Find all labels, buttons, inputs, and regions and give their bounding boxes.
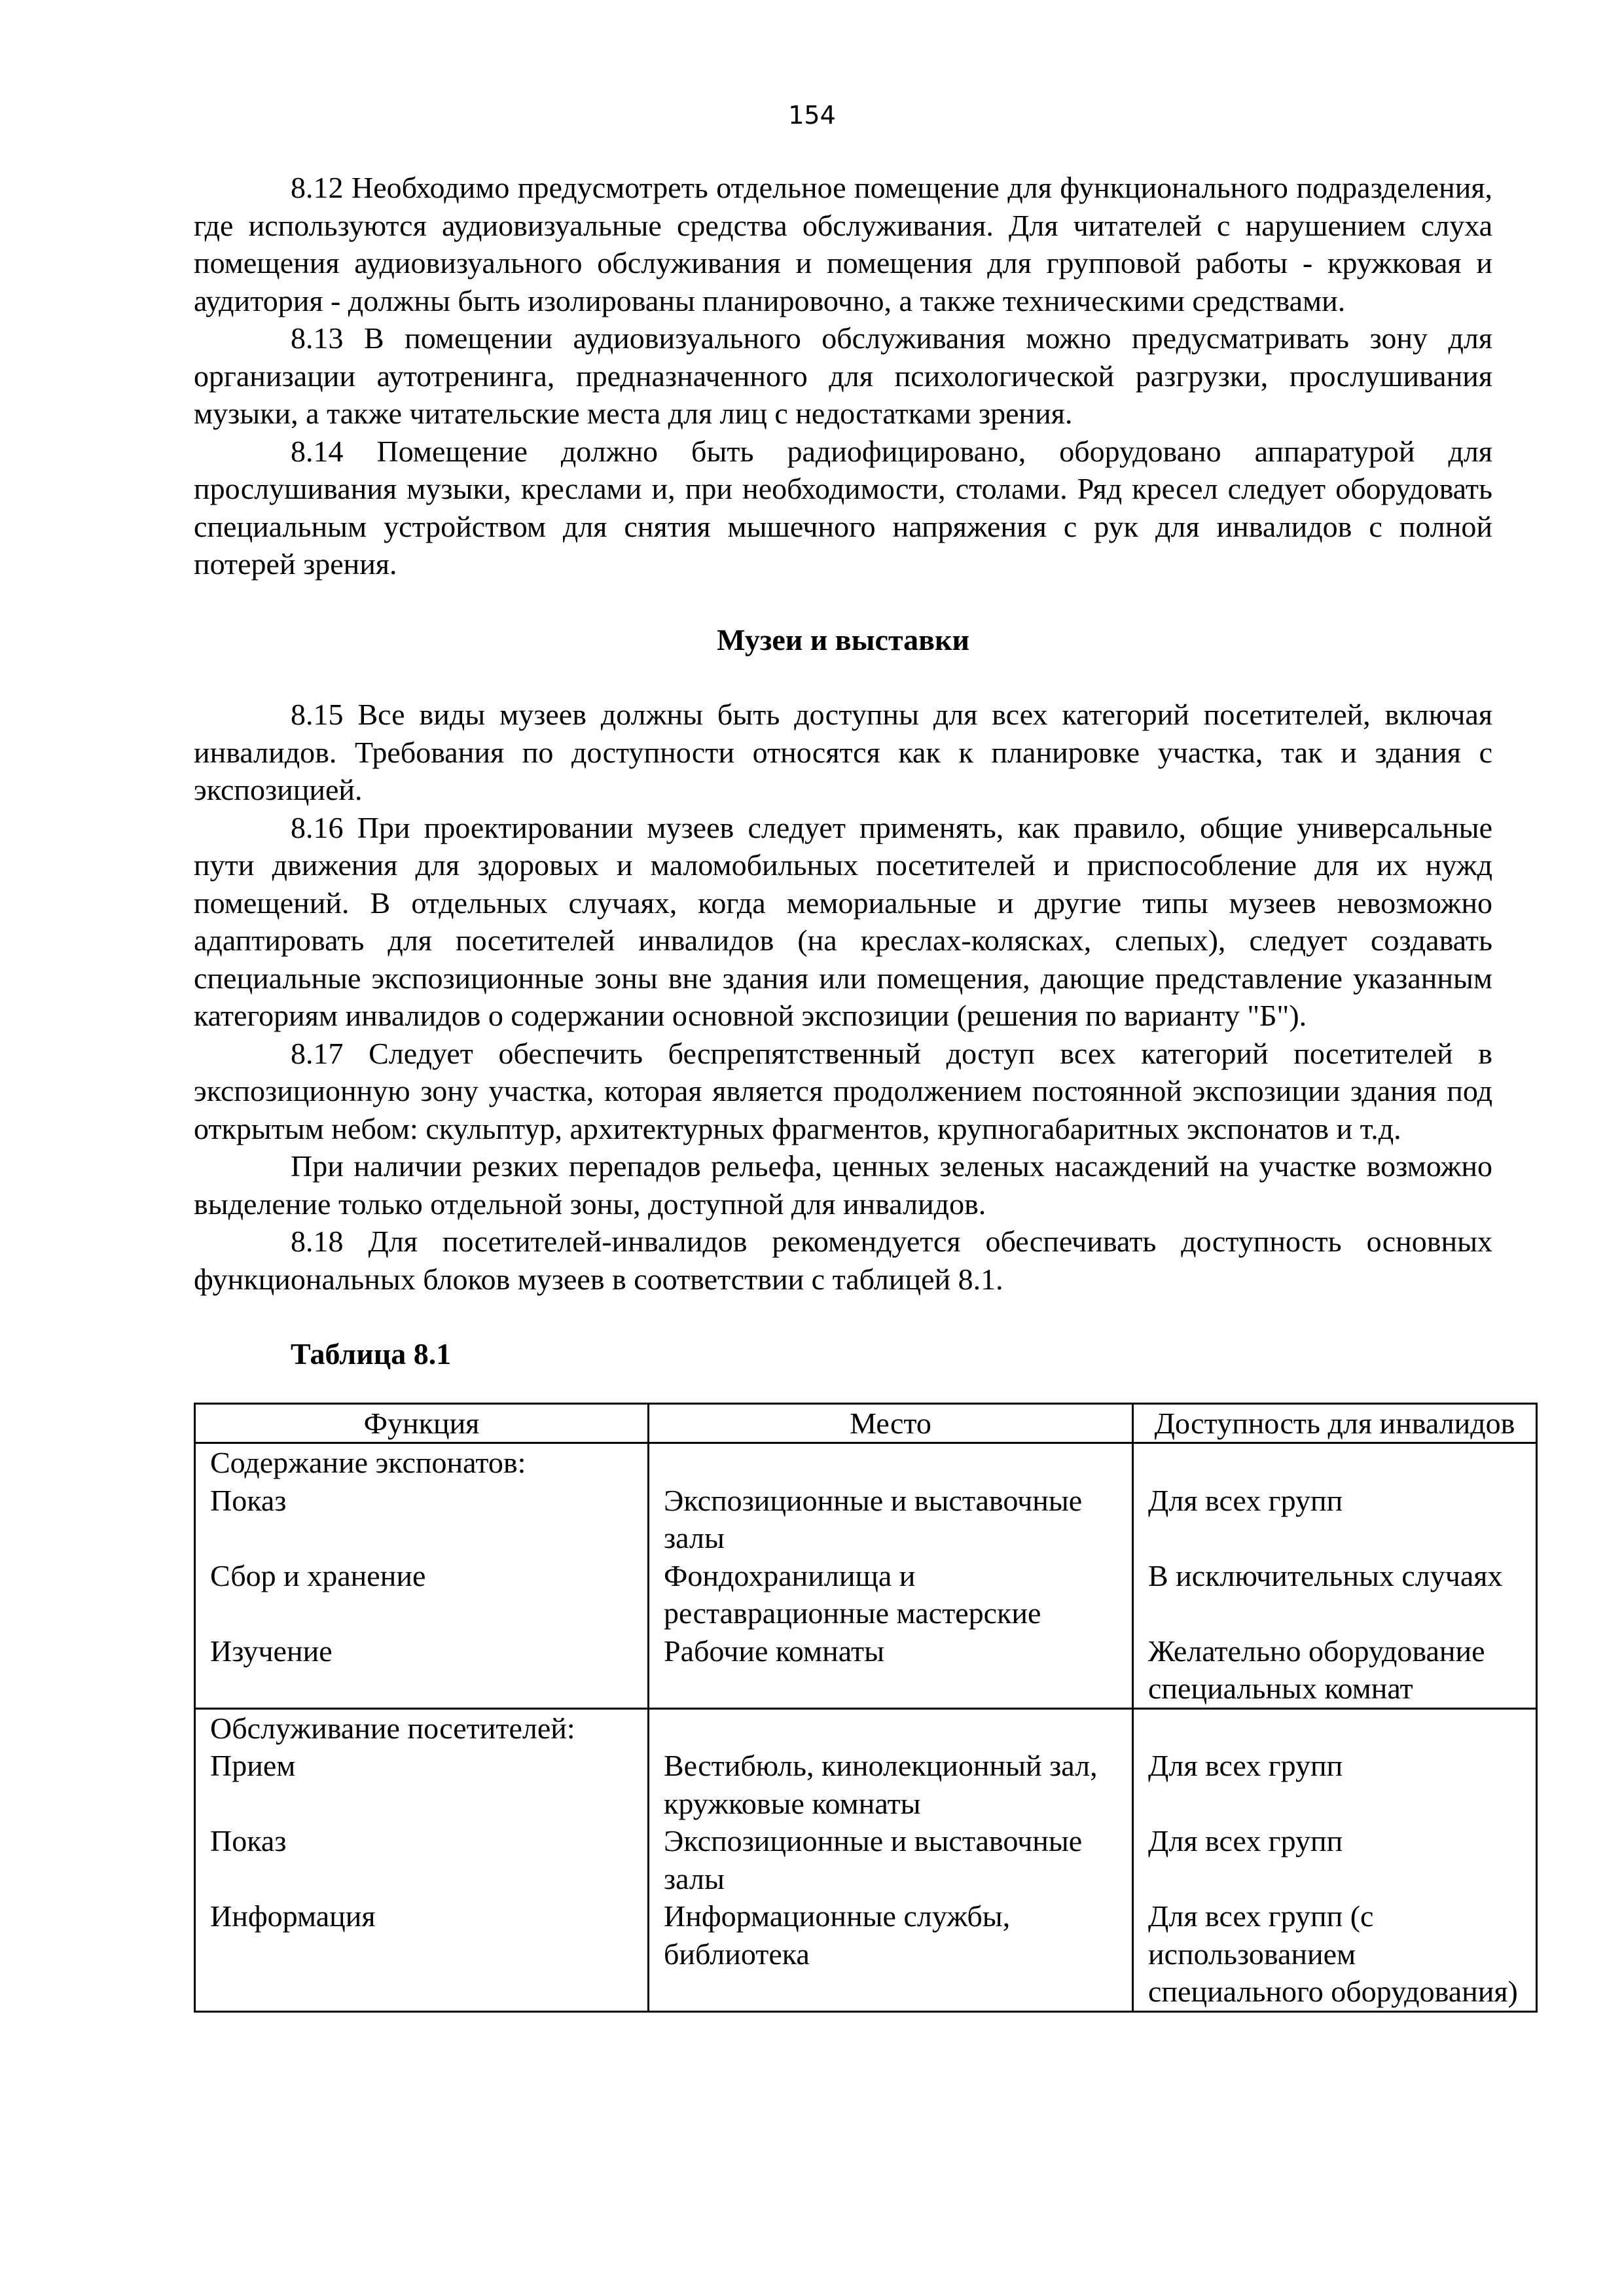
table-caption: Таблица 8.1 <box>291 1337 452 1371</box>
cell-function: Показ <box>195 1822 649 1897</box>
table-group-row <box>195 1708 1537 1747</box>
museum-functions-table <box>194 1403 1538 2013</box>
table-row <box>195 1747 1537 1822</box>
header-function: Функция <box>195 1403 649 1443</box>
table-header-row <box>195 1403 1537 1443</box>
cell-place: Фондохранилища и реставрационные мастерские <box>649 1557 1133 1632</box>
table-row <box>195 1632 1537 1709</box>
page-content <box>194 169 1518 2013</box>
cell-function: Сбор и хранение <box>195 1557 649 1632</box>
paragraph-8-17: 8.17 Следует обеспечить беспрепятственный доступ всех категорий посетителей в экспозиционную зону участка, которая является продолжением постоянной экспозиции здания под открытым небом: скульптур, архитектурных фрагментов, крупногабаритных экспонатов и т.д. <box>194 1036 1492 1145</box>
paragraph-8-16: 8.16 При проектировании музеев следует применять, как правило, общие универсальные пути движения для здоровых и маломобильных посетителей и приспособление для их нужд помещений. В отдельных случаях, когда мемориальные и другие типы музеев невозможно адаптировать для посетителей инвалидов (на креслах-колясках, слепых), следует создавать специальные экспозиционные зоны вне здания или помещения, дающие представление указанным категориям инвалидов о содержании основной экспозиции (решения по варианту "Б"). <box>194 810 1492 1032</box>
cell-access: Для всех групп <box>1133 1822 1537 1897</box>
header-place: Место <box>649 1403 1133 1443</box>
cell-function: Показ <box>195 1482 649 1557</box>
cell-place: Экспозиционные и выставочные залы <box>649 1822 1133 1897</box>
group-title: Обслуживание посетителей: <box>195 1708 649 1747</box>
group-title: Содержание экспонатов: <box>195 1443 649 1482</box>
paragraph-8-18: 8.18 Для посетителей-инвалидов рекомендуется обеспечивать доступность основных функциональных блоков музеев в соответствии с таблицей 8.1. <box>194 1225 1492 1296</box>
cell-place: Экспозиционные и выставочные залы <box>649 1482 1133 1557</box>
paragraph-relief-note: При наличии резких перепадов рельефа, ценных зеленых насаждений на участке возможно выделение только отдельной зоны, доступной для инвалидов. <box>194 1149 1492 1221</box>
cell-place: Информационные службы, библиотека <box>649 1897 1133 2011</box>
header-access: Доступность для инвалидов <box>1133 1403 1537 1443</box>
paragraph-8-15: 8.15 Все виды музеев должны быть доступны для всех категорий посетителей, включая инвалидов. Требования по доступности относятся как к планировке участка, так и здания с экспозицией. <box>194 698 1492 806</box>
cell-function: Информация <box>195 1897 649 2011</box>
table-row <box>195 1482 1537 1557</box>
table-row <box>195 1822 1537 1897</box>
cell-function: Прием <box>195 1747 649 1822</box>
cell-access: Для всех групп <box>1133 1482 1537 1557</box>
table-row <box>195 1557 1537 1632</box>
cell-place: Вестибюль, кинолекционный зал, кружковые комнаты <box>649 1747 1133 1822</box>
cell-access: В исключительных случаях <box>1133 1557 1537 1632</box>
section-title: Музеи и выставки <box>717 622 969 656</box>
table-group-row <box>195 1443 1537 1482</box>
cell-access: Желательно оборудование специальных комнат <box>1133 1632 1537 1709</box>
page-number: 154 <box>788 101 836 130</box>
cell-access: Для всех групп (с использованием специального оборудования) <box>1133 1897 1537 2011</box>
cell-function: Изучение <box>195 1632 649 1709</box>
table-row <box>195 1897 1537 2011</box>
paragraph-8-14: 8.14 Помещение должно быть радиофицировано, оборудовано аппаратурой для прослушивания музыки, креслами и, при необходимости, столами. Ряд кресел следует оборудовать специальным устройством для снятия мышечного напряжения с рук для инвалидов с полной потерей зрения. <box>194 434 1492 581</box>
paragraph-8-12: 8.12 Необходимо предусмотреть отдельное помещение для функционального подразделения, где используются аудиовизуальные средства обслуживания. Для читателей с нарушением слуха помещения аудиовизуального обслуживания и помещения для групповой работы - кружковая и аудитория - должны быть изолированы планировочно, а также техническими средствами. <box>194 171 1492 317</box>
cell-access: Для всех групп <box>1133 1747 1537 1822</box>
cell-place: Рабочие комнаты <box>649 1632 1133 1709</box>
paragraph-8-13: 8.13 В помещении аудиовизуального обслуживания можно предусматривать зону для организации аутотренинга, предназначенного для психологической разгрузки, прослушивания музыки, а также читательские места для лиц с недостатками зрения. <box>194 321 1492 430</box>
